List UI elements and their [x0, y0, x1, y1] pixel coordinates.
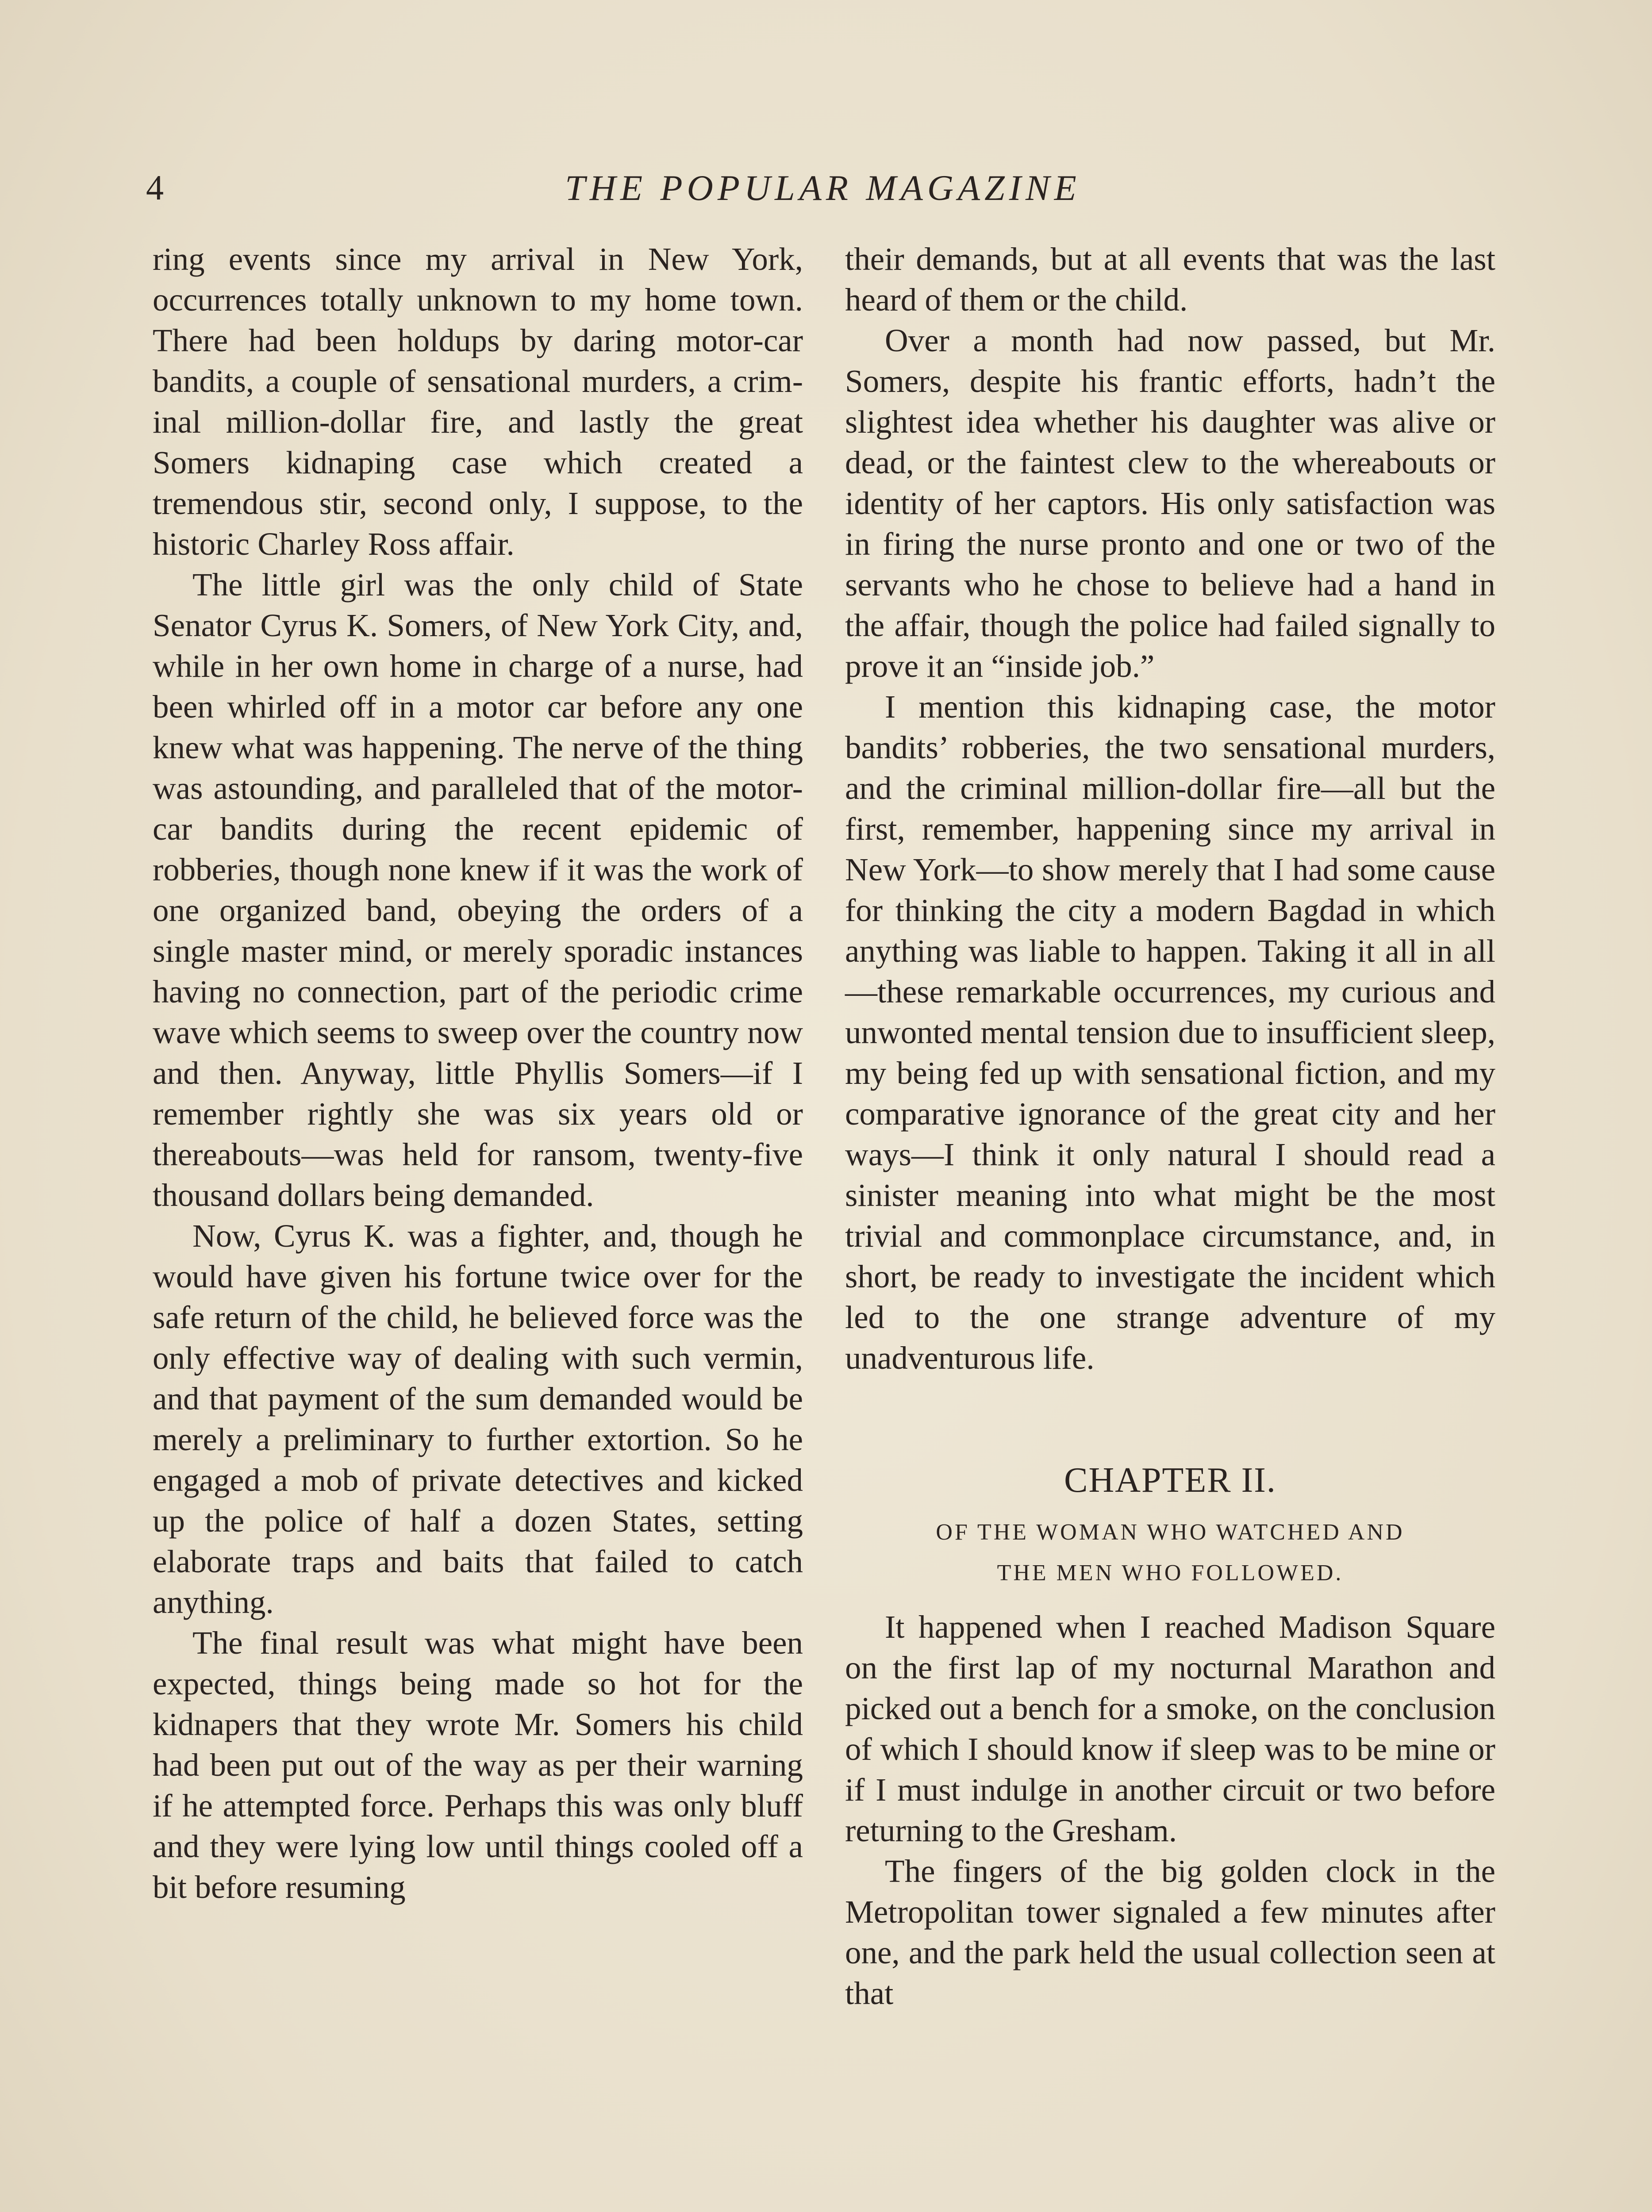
- page-header: [146, 164, 1500, 212]
- chapter-title: CHAPTER II.: [1064, 1461, 1276, 1500]
- paragraph: The little girl was the only child of State Senator Cyrus K. Somers, of New York City, and, while in her own home in charge of a nurse, had been whirled off in a motor car before any one knew what was happening. The nerve of the thing was astounding, and paralleled that of the motor-car bandits during the recent epidemic of robberies, though none knew if it was the work of one organized band, obeying the orders of a single master mind, or merely sporadic instances having no connection, part of the periodic crime wave which seems to sweep over the country now and then. Anyway, little Phyllis Somers—if I remember rightly she was six years old or thereabouts—was held for ransom, twenty-five thousand dollars being demanded.: [153, 567, 803, 1213]
- paragraph: The final result was what might have been expected, things being made so hot for the kidnapers that they wrote Mr. Somers his child had been put out of the way as per their warning if he attempted force. Perhaps this was only bluff and they were lying low until things cooled off a bit before resuming: [153, 1625, 803, 1905]
- page-number: 4: [146, 169, 164, 207]
- chapter-subtitle-line: OF THE WOMAN WHO WATCHED AND: [936, 1520, 1405, 1545]
- paragraph: I mention this kidnaping case, the motor bandits’ robberies, the two sensational murders, and the criminal million-dollar fire—all but the first, remember, happening since my arrival in New York—to show merely that I had some cause for thinking the city a modern Bagdad in which anything was liable to happen. Taking it all in all—these remarkable occurrences, my curious and unwonted mental tension due to insufficient sleep, my being fed up with sensational fiction, and my comparative ignorance of the great city and her ways—I think it only natural I should read a sinister meaning into what might be the most trivial and commonplace circumstance, and, in short, be ready to investigate the incident which led to the one strange adventure of my unadventurous life.: [845, 689, 1495, 1376]
- paragraph-continued: ring events since my arrival in New York, occurrences totally unknown to my home town. There had been holdups by daring motor-car bandits, a couple of sensational murders, a criminal million-dollar fire, and lastly the great Somers kidnaping case which created a tremendous stir, second only, I suppose, to the historic Charley Ross affair.: [153, 241, 803, 562]
- paragraph: It happened when I reached Madison Square on the first lap of my nocturnal Marathon and picked out a bench for a smoke, on the conclusion of which I should know if sleep was to be mine or if I must indulge in another circuit or two before returning to the Gresham.: [845, 1609, 1495, 1848]
- chapter-subtitle: [845, 1512, 1495, 1594]
- chapter-subtitle-line: THE MEN WHO FOLLOWED.: [997, 1560, 1344, 1586]
- paragraph: Now, Cyrus K. was a fighter, and, though he would have given his fortune twice over for the safe return of the child, he believed force was the only effective way of dealing with such vermin, and that payment of the sum demanded would be merely a preliminary to further extortion. So he engaged a mob of private detectives and kicked up the police of half a dozen States, setting elaborate traps and baits that failed to catch anything.: [153, 1218, 803, 1620]
- paragraph: The fingers of the big golden clock in the Metropolitan tower signaled a few minutes after one, and the park held the usual collection seen at that: [845, 1853, 1495, 2011]
- paragraph: Over a month had now passed, but Mr. Somers, despite his frantic efforts, hadn’t the slightest idea whether his daughter was alive or dead, or the faintest clew to the whereabouts or identity of her captors. His only satisfaction was in firing the nurse pronto and one or two of the servants who he chose to believe had a hand in the affair, though the police had failed signally to prove it an “inside job.”: [845, 323, 1495, 684]
- right-column: [845, 239, 1495, 2014]
- left-column: [153, 239, 803, 1908]
- running-title: THE POPULAR MAGAZINE: [565, 168, 1081, 208]
- paragraph-continued: their demands, but at all events that was the last heard of them or the child.: [845, 241, 1495, 318]
